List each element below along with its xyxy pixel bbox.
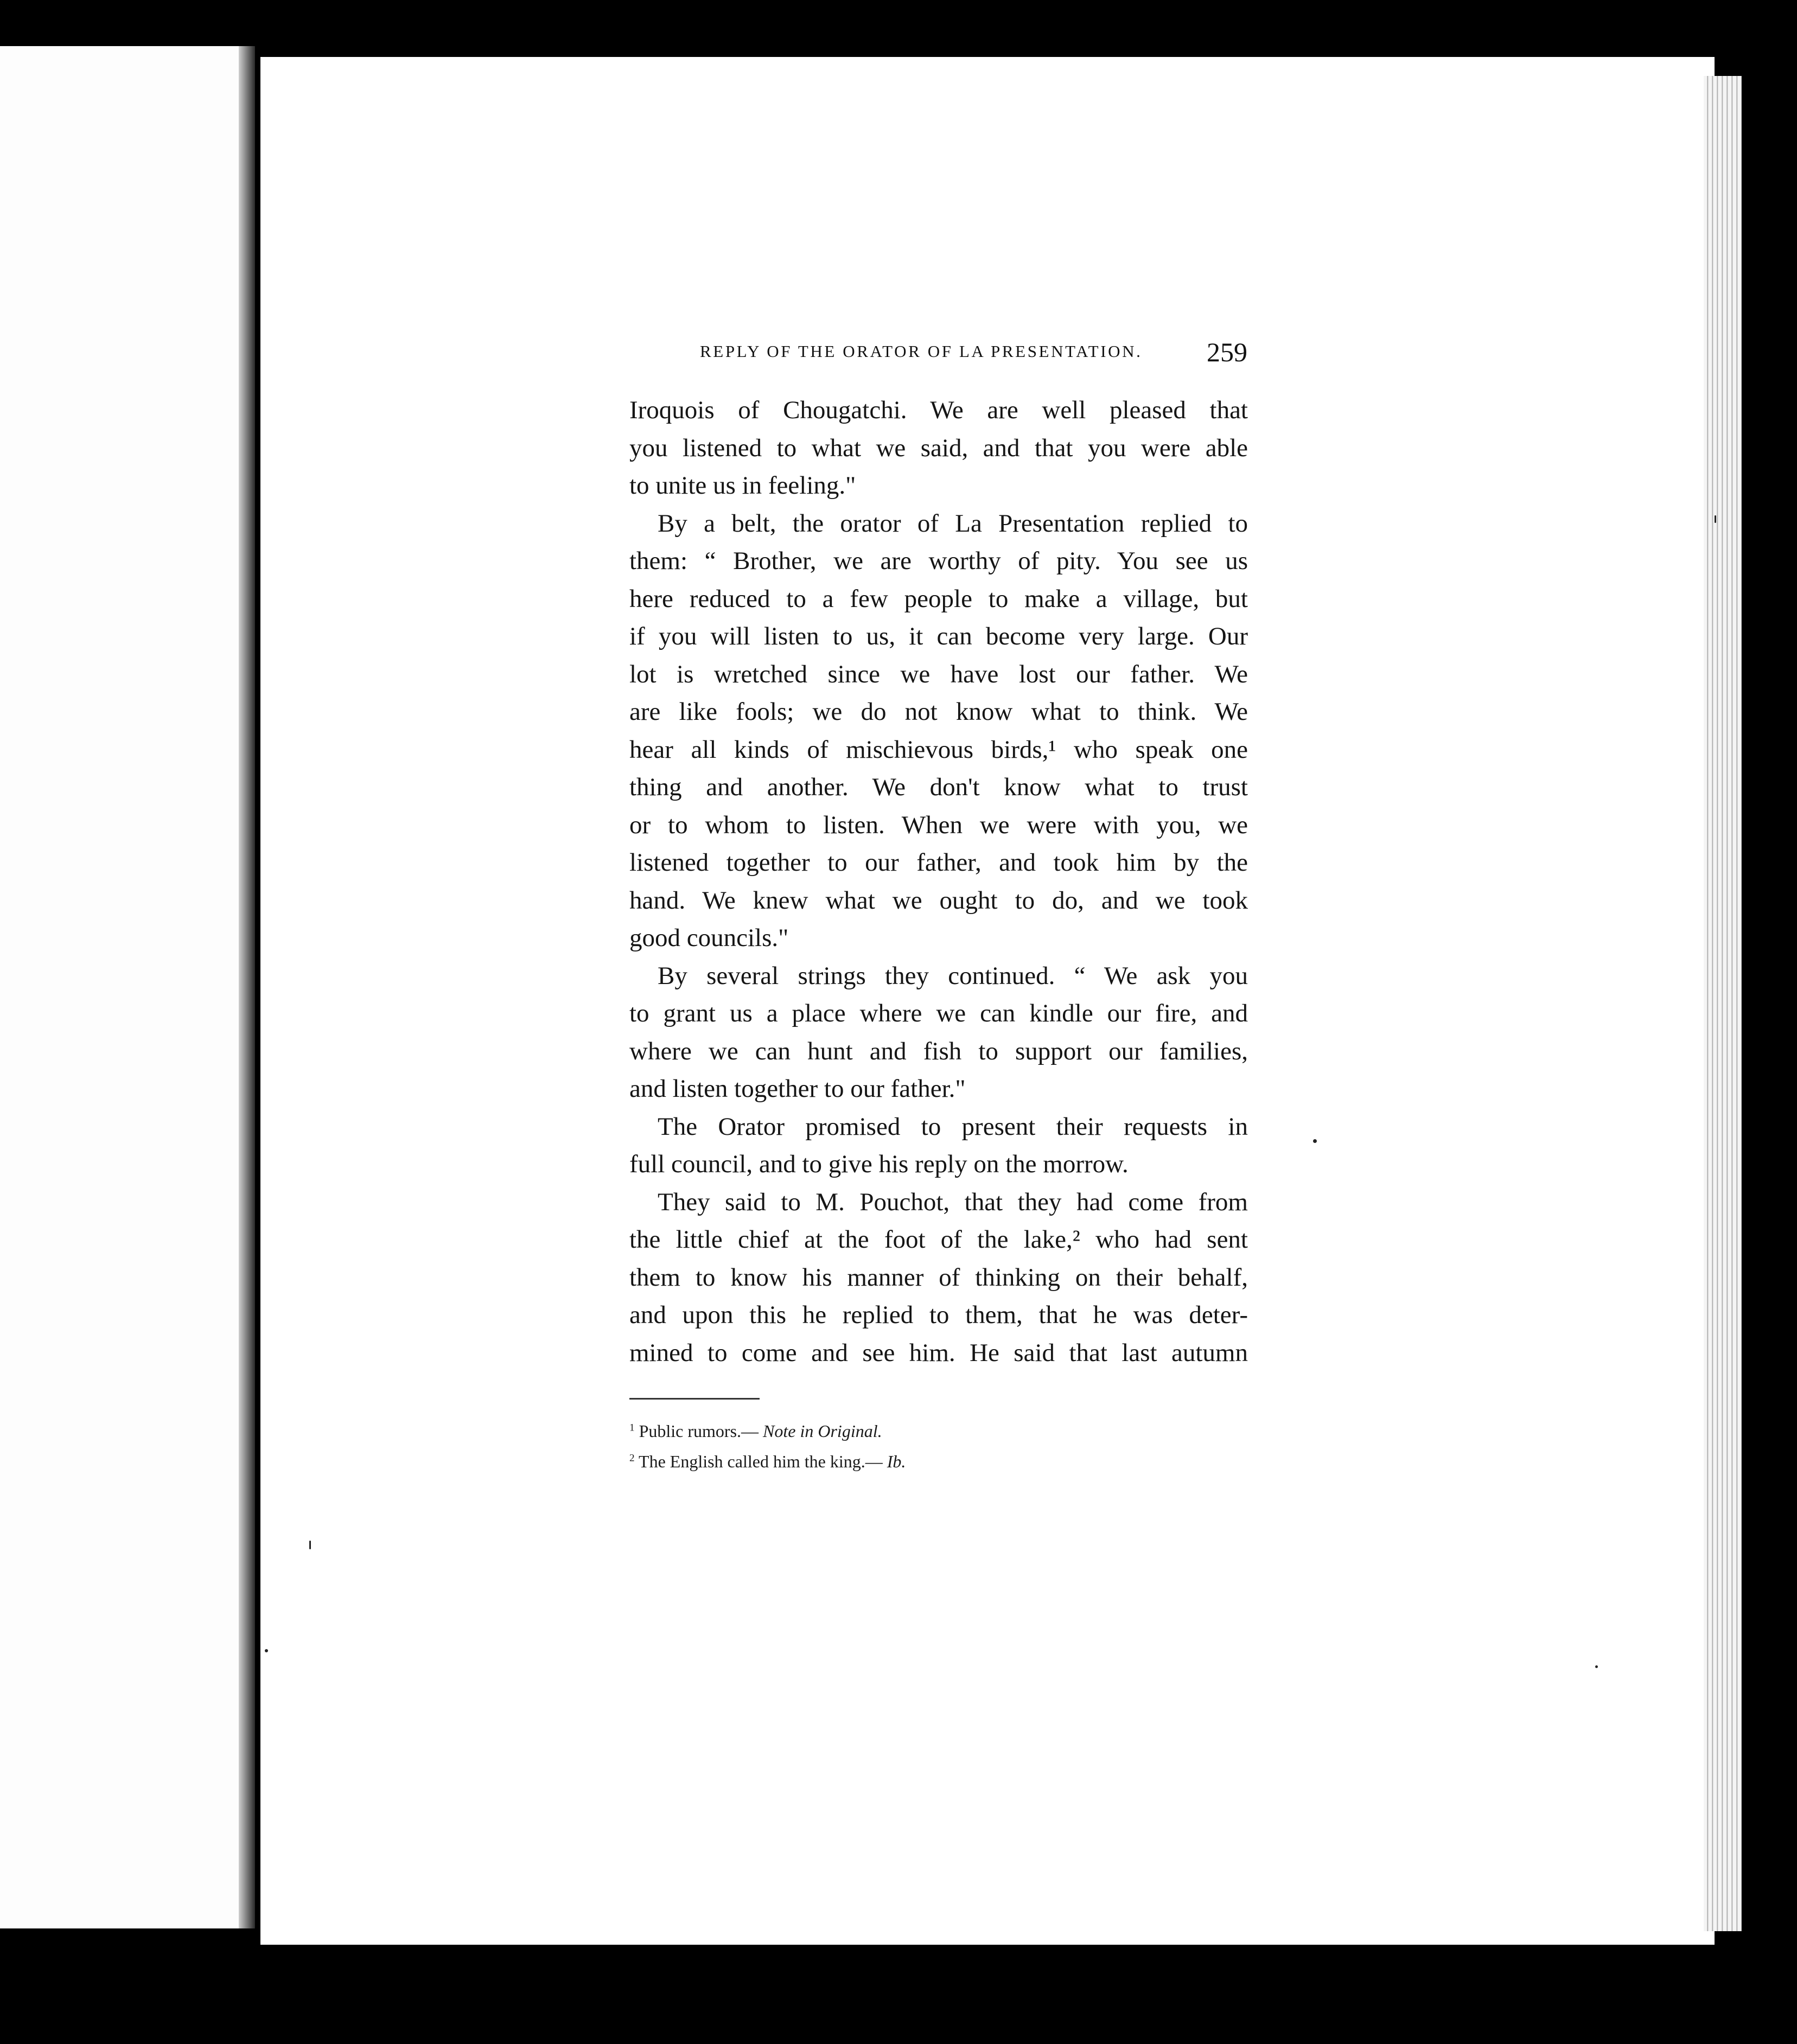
running-head: REPLY OF THE ORATOR OF LA PRESENTATION. xyxy=(700,342,1143,361)
footnote-1 xyxy=(629,1416,906,1446)
paragraph-4 xyxy=(629,1108,1248,1184)
footnote-text: Public rumors.— xyxy=(639,1421,763,1441)
footnote-text: The English called him the king.— xyxy=(639,1452,887,1471)
text-line: here reduced to a few people to make a village, but xyxy=(629,584,1248,613)
paragraph-5 xyxy=(629,1184,1248,1372)
previous-page-edge xyxy=(0,46,239,1928)
page-number: 259 xyxy=(1207,337,1247,367)
text-line: to grant us a place where we can kindle our fire, and xyxy=(629,999,1248,1027)
paragraph-1 xyxy=(629,392,1248,505)
footnote-2 xyxy=(629,1446,906,1477)
text-line: thing and another. We don't know what to trust xyxy=(629,773,1248,801)
scan-speck xyxy=(309,1541,311,1549)
text-line: hear all kinds of mischievous birds,¹ who speak one xyxy=(629,735,1248,764)
footnote-source: Ib. xyxy=(887,1452,906,1471)
text-line: By a belt, the orator of La Presentation replied to xyxy=(658,509,1248,538)
text-line: listened together to our father, and took him by the xyxy=(629,848,1248,877)
text-line: lot is wretched since we have lost our father. We xyxy=(629,660,1248,688)
body-text xyxy=(629,392,1248,1372)
text-line: or to whom to listen. When we were with you, we xyxy=(629,810,1248,839)
book-gutter xyxy=(239,46,255,1928)
text-line: are like fools; we do not know what to think. We xyxy=(629,698,1248,726)
text-line: if you will listen to us, it can become very large. Our xyxy=(629,622,1248,650)
scan-speck xyxy=(1715,515,1716,523)
scan-speck xyxy=(1595,1665,1598,1668)
scan-speck xyxy=(265,1649,268,1652)
footnote-rule xyxy=(629,1398,760,1400)
footnotes xyxy=(629,1416,906,1477)
text-line: them to know his manner of thinking on their behalf, xyxy=(629,1263,1248,1292)
text-line: where we can hunt and fish to support our families, xyxy=(629,1037,1248,1065)
footnote-marker: 1 xyxy=(629,1422,635,1434)
text-line: good councils." xyxy=(629,924,789,952)
text-line: and listen together to our father." xyxy=(629,1075,966,1103)
text-line: them: “ Brother, we are worthy of pity. You see us xyxy=(629,547,1248,575)
text-line: hand. We knew what we ought to do, and we took xyxy=(629,886,1248,915)
text-line: mined to come and see him. He said that last autumn xyxy=(629,1338,1248,1367)
page-stack-edges xyxy=(1704,76,1742,1931)
scan-speck xyxy=(1313,1139,1317,1143)
paragraph-2 xyxy=(629,505,1248,957)
text-line: you listened to what we said, and that you were able xyxy=(629,433,1248,462)
footnote-marker: 2 xyxy=(629,1452,635,1464)
text-line: full council, and to give his reply on the morrow. xyxy=(629,1150,1129,1178)
text-line: They said to M. Pouchot, that they had come from xyxy=(658,1187,1248,1216)
paragraph-3 xyxy=(629,957,1248,1108)
text-line: to unite us in feeling." xyxy=(629,471,856,500)
footnote-source: Note in Original. xyxy=(763,1421,882,1441)
text-line: The Orator promised to present their requests in xyxy=(658,1112,1248,1141)
text-line: Iroquois of Chougatchi. We are well pleased that xyxy=(629,396,1248,424)
text-line: the little chief at the foot of the lake,² who had sent xyxy=(629,1225,1248,1254)
text-line: By several strings they continued. “ We ask you xyxy=(658,961,1248,990)
text-line: and upon this he replied to them, that he was deter- xyxy=(629,1301,1248,1329)
